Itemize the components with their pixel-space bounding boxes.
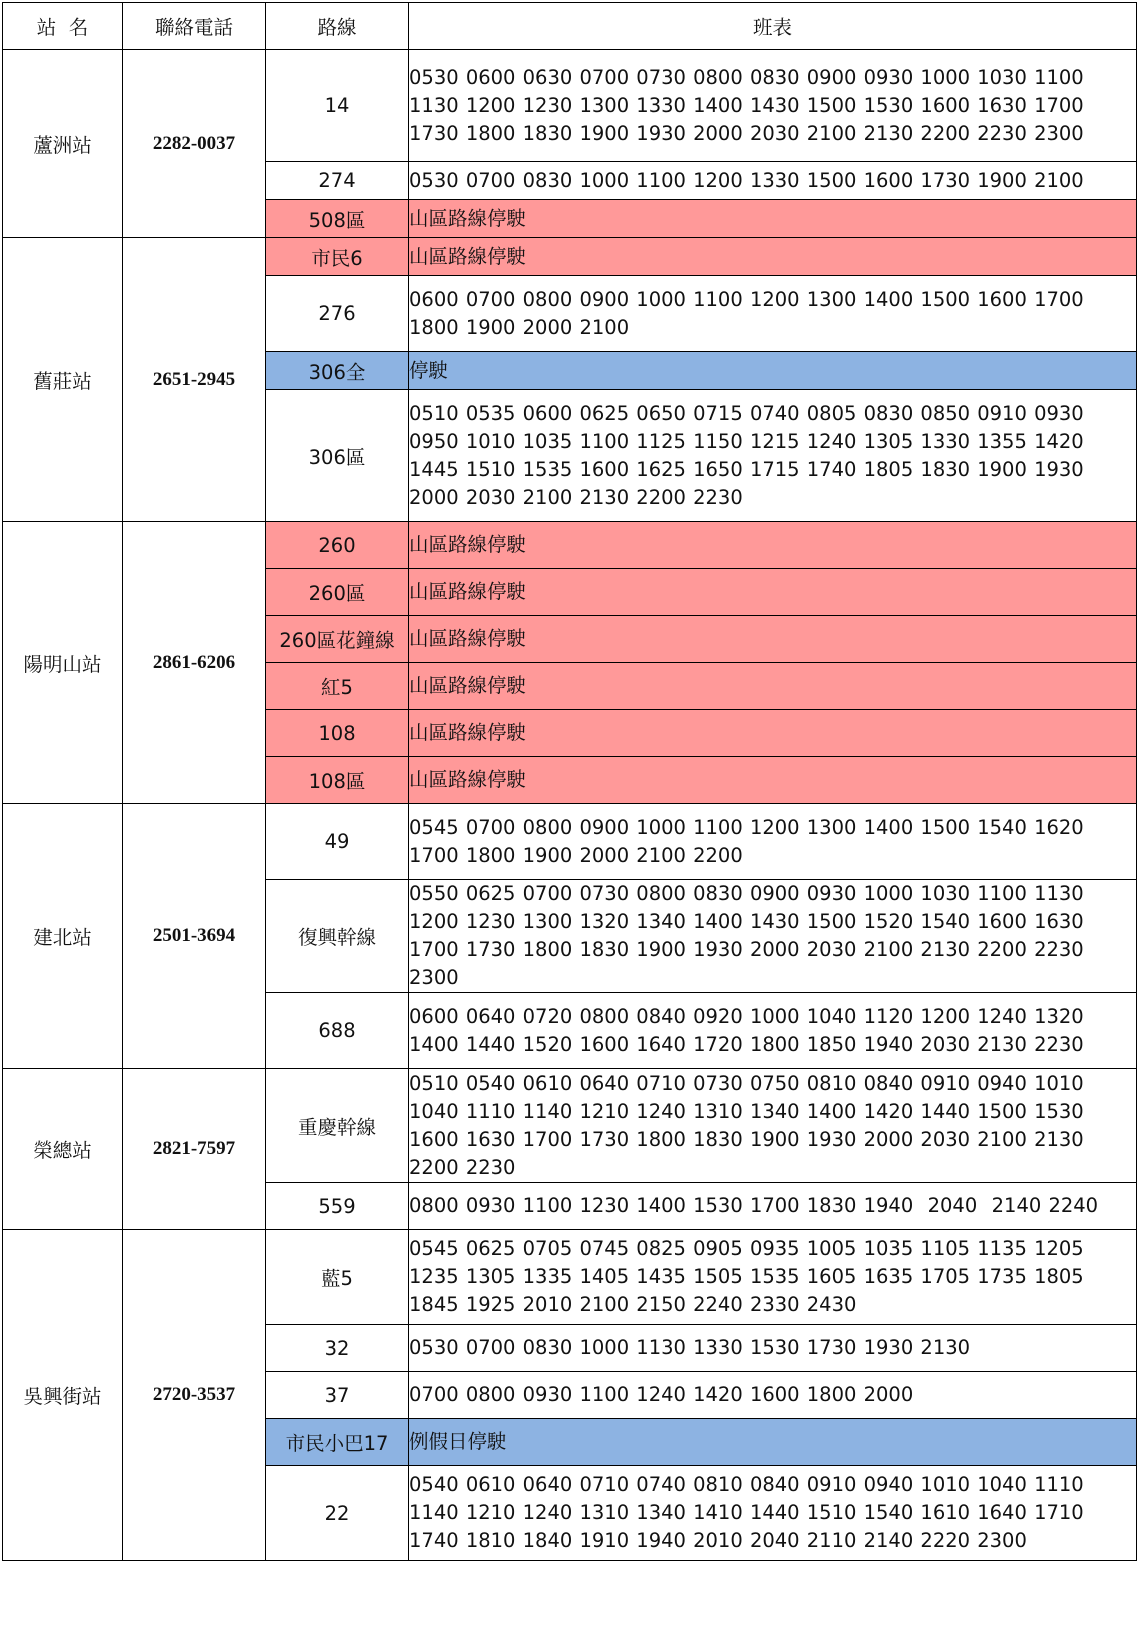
- route-timetable: 山區路線停駛: [409, 238, 1137, 276]
- station-phone: 2501-3694: [123, 804, 266, 1069]
- schedule-row: [3, 804, 1137, 880]
- route-number: 306區: [266, 390, 409, 522]
- schedule-row: [3, 50, 1137, 162]
- route-number: 14: [266, 50, 409, 162]
- route-number: 市民小巴17: [266, 1419, 409, 1466]
- route-number: 市民6: [266, 238, 409, 276]
- route-number: 688: [266, 993, 409, 1069]
- route-timetable: 0530 0600 0630 0700 0730 0800 0830 0900 0930 1000 1030 1100 1130 1200 1230 1300 1330 1400 1430 1500 1530 1600 1630 1700 1730 1800 1830 1900 1930 2000 2030 2100 2130 2200 2230 2300: [409, 50, 1137, 162]
- station-name: 蘆洲站: [3, 50, 123, 238]
- route-header: 路線: [266, 3, 409, 50]
- station-name: 榮總站: [3, 1069, 123, 1230]
- station-phone: 2861-6206: [123, 522, 266, 804]
- route-number: 重慶幹線: [266, 1069, 409, 1183]
- route-timetable: 0510 0535 0600 0625 0650 0715 0740 0805 0830 0850 0910 0930 0950 1010 1035 1100 1125 1150 1215 1240 1305 1330 1355 1420 1445 1510 1535 1600 1625 1650 1715 1740 1805 1830 1900 1930 2000 2030 2100 2130 2200 2230: [409, 390, 1137, 522]
- route-number: 508區: [266, 200, 409, 238]
- station-phone: 2651-2945: [123, 238, 266, 522]
- station-header: 站 名: [3, 3, 123, 50]
- route-timetable: 山區路線停駛: [409, 757, 1137, 804]
- station-phone: 2282-0037: [123, 50, 266, 238]
- schedule-row: [3, 238, 1137, 276]
- route-timetable: 山區路線停駛: [409, 522, 1137, 569]
- route-number: 紅5: [266, 663, 409, 710]
- route-timetable: 0600 0700 0800 0900 1000 1100 1200 1300 1400 1500 1600 1700 1800 1900 2000 2100: [409, 276, 1137, 352]
- route-timetable: 0700 0800 0930 1100 1240 1420 1600 1800 2000: [409, 1372, 1137, 1419]
- route-timetable: 0550 0625 0700 0730 0800 0830 0900 0930 1000 1030 1100 1130 1200 1230 1300 1320 1340 1400 1430 1500 1520 1540 1600 1630 1700 1730 1800 1830 1900 1930 2000 2030 2100 2130 2200 2230 2300: [409, 880, 1137, 993]
- header-row: [3, 3, 1137, 50]
- schedule-body: [3, 50, 1137, 1561]
- schedule-row: [3, 1230, 1137, 1325]
- route-number: 108區: [266, 757, 409, 804]
- route-timetable: 0545 0625 0705 0745 0825 0905 0935 1005 1035 1105 1135 1205 1235 1305 1335 1405 1435 1505 1535 1605 1635 1705 1735 1805 1845 1925 2010 2100 2150 2240 2330 2430: [409, 1230, 1137, 1325]
- route-timetable: 山區路線停駛: [409, 710, 1137, 757]
- route-number: 32: [266, 1325, 409, 1372]
- route-timetable: 0510 0540 0610 0640 0710 0730 0750 0810 0840 0910 0940 1010 1040 1110 1140 1210 1240 1310 1340 1400 1420 1440 1500 1530 1600 1630 1700 1730 1800 1830 1900 1930 2000 2030 2100 2130 2200 2230: [409, 1069, 1137, 1183]
- route-timetable: 山區路線停駛: [409, 200, 1137, 238]
- route-timetable: 0545 0700 0800 0900 1000 1100 1200 1300 1400 1500 1540 1620 1700 1800 1900 2000 2100 2200: [409, 804, 1137, 880]
- route-timetable: 山區路線停駛: [409, 616, 1137, 663]
- schedule-row: [3, 1069, 1137, 1183]
- station-name: 吳興街站: [3, 1230, 123, 1561]
- route-number: 260: [266, 522, 409, 569]
- route-number: 108: [266, 710, 409, 757]
- station-name: 陽明山站: [3, 522, 123, 804]
- route-number: 49: [266, 804, 409, 880]
- station-phone: 2720-3537: [123, 1230, 266, 1561]
- schedule-header: 班表: [409, 3, 1137, 50]
- route-timetable: 例假日停駛: [409, 1419, 1137, 1466]
- route-timetable: 0530 0700 0830 1000 1100 1200 1330 1500 1600 1730 1900 2100: [409, 162, 1137, 200]
- route-timetable: 0800 0930 1100 1230 1400 1530 1700 1830 1940 2040 2140 2240: [409, 1183, 1137, 1230]
- station-name: 舊莊站: [3, 238, 123, 522]
- station-phone: 2821-7597: [123, 1069, 266, 1230]
- station-name: 建北站: [3, 804, 123, 1069]
- route-number: 276: [266, 276, 409, 352]
- bus-schedule-table: [2, 2, 1137, 1561]
- route-number: 復興幹線: [266, 880, 409, 993]
- route-timetable: 停駛: [409, 352, 1137, 390]
- route-number: 274: [266, 162, 409, 200]
- route-number: 559: [266, 1183, 409, 1230]
- route-number: 260區: [266, 569, 409, 616]
- route-number: 260區花鐘線: [266, 616, 409, 663]
- route-timetable: 0540 0610 0640 0710 0740 0810 0840 0910 0940 1010 1040 1110 1140 1210 1240 1310 1340 1410 1440 1510 1540 1610 1640 1710 1740 1810 1840 1910 1940 2010 2040 2110 2140 2220 2300: [409, 1466, 1137, 1561]
- route-number: 37: [266, 1372, 409, 1419]
- route-timetable: 山區路線停駛: [409, 663, 1137, 710]
- route-timetable: 0600 0640 0720 0800 0840 0920 1000 1040 1120 1200 1240 1320 1400 1440 1520 1600 1640 1720 1800 1850 1940 2030 2130 2230: [409, 993, 1137, 1069]
- route-number: 22: [266, 1466, 409, 1561]
- phone-header: 聯絡電話: [123, 3, 266, 50]
- schedule-row: [3, 522, 1137, 569]
- route-number: 藍5: [266, 1230, 409, 1325]
- route-timetable: 山區路線停駛: [409, 569, 1137, 616]
- route-number: 306全: [266, 352, 409, 390]
- route-timetable: 0530 0700 0830 1000 1130 1330 1530 1730 1930 2130: [409, 1325, 1137, 1372]
